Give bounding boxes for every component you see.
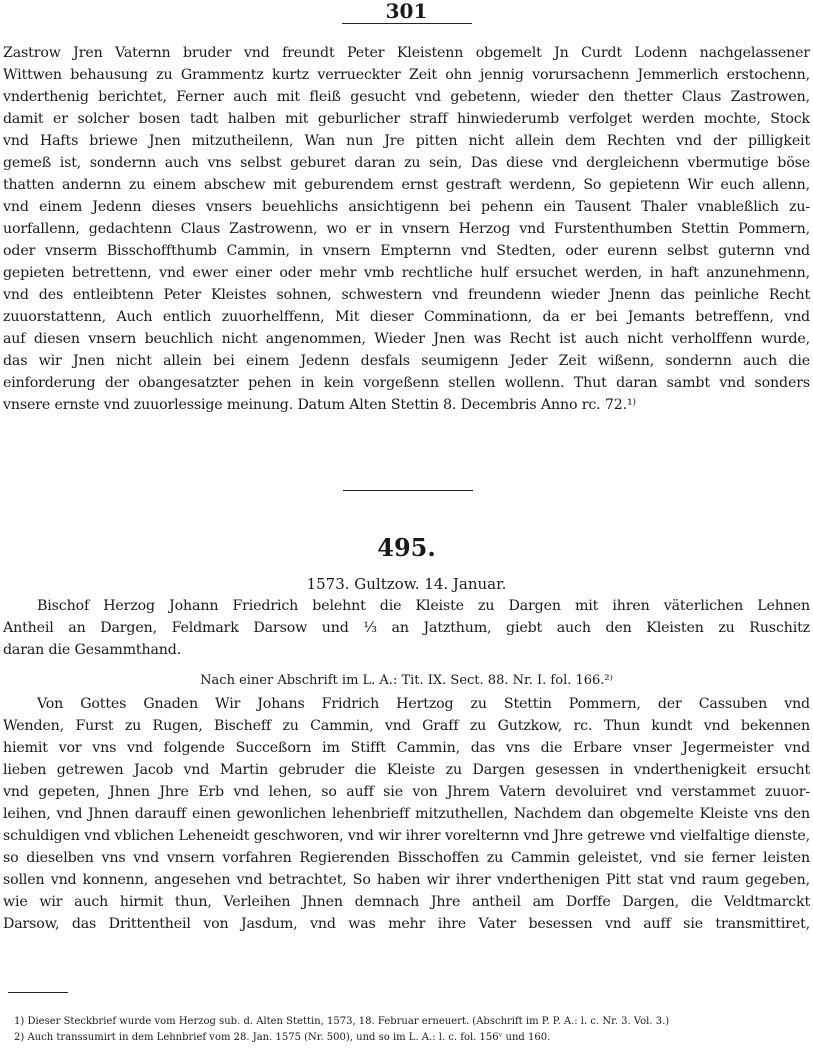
footnote: 1) Dieser Steckbrief wurde vom Herzog sub. d. Alten Stettin, 1573, 18. Februar erneuert. (Abschrift im P. P. A.: l. c. Nr. 3. Vol. 3.) <box>14 1016 670 1027</box>
document-number: 495. <box>377 533 436 562</box>
text-line: leihen, vnd Jhnen darauff einen gewonlichen lehenbrieff mitzuthellen, Nachdem dan obgemelte Kleiste vns den <box>3 806 810 822</box>
text-line: oder vnserm Bisschoffthumb Cammin, in vnsern Empternn vnd Stedten, oder eurenn selbst guternn vnd <box>3 243 810 259</box>
text-line: uorfallenn, gedachtenn Claus Zastrowenn, wo er in vnsern Herzog vnd Furstenthumben Stettin Pommern, <box>3 221 810 237</box>
regest-line: Bischof Herzog Johann Friedrich belehnt die Kleiste zu Dargen mit ihren väterlichen Lehnen <box>37 598 810 614</box>
text-line: thatten andernn zu einem abschew mit geburendem ernst gestraft werdenn, So gepietenn Wir euch allenn, <box>3 177 810 193</box>
section-divider <box>343 490 473 491</box>
source-note: Nach einer Abschrift im L. A.: Tit. IX. Sect. 88. Nr. I. fol. 166.²⁾ <box>200 673 613 688</box>
document-date-line: 1573. Gultzow. 14. Januar. <box>306 575 507 593</box>
footnote-rule <box>8 992 68 993</box>
previous-document-text <box>3 42 810 416</box>
text-line: Von Gottes Gnaden Wir Johans Fridrich Hertzog zu Stettin Pommern, der Cassuben vnd <box>37 696 810 712</box>
text-line: Zastrow Jren Vaternn bruder vnd freundt Peter Kleistenn obgemelt Jn Curdt Lodenn nachgelassener <box>3 45 810 61</box>
header-rule <box>342 23 472 24</box>
text-line: einforderung der obangesatzter pehen in kein vorgeßenn stellen wollenn. Thut daran sambt vnd sonders <box>3 375 810 391</box>
text-line: vnd des entleibtenn Peter Kleistes sohnen, schwestern vnd freundenn wieder Jnenn das peinliche Recht <box>3 287 810 303</box>
text-line: lieben getrewen Jacob vnd Martin gebruder die Kleiste zu Dargen gesessen in vnderthenigkeit ersucht <box>3 762 810 778</box>
regest <box>3 595 810 661</box>
text-line: Wittwen behausung zu Grammentz kurtz verrueckter Zeit ohn jennig vorursachenn Jemmerlich erstochenn, <box>3 67 810 83</box>
text-line: schuldigen vnd vblichen Leheneidt geschworen, vnd wir ihrer vorelternn vnd Jhre getrewe vnd vielfaltige dienste, <box>3 828 810 844</box>
text-line: damit er solcher bosen tadt halben mit geburlicher straff hinwiederumb verfolget werden mochte, Stock <box>3 111 810 127</box>
text-line: vnderthenig berichtet, Ferner auch mit fleiß gesucht vnd gebetenn, wieder den thetter Claus Zastrowen, <box>3 89 810 105</box>
text-line: gepieten betrettenn, vnd ewer einer oder mehr vmb rechtliche hulf ersuchet werden, in haft anzunehmenn, <box>3 265 810 281</box>
text-line: vnd einem Jedenn dieses vnsers beuehlichs ansichtigenn bei pehenn ein Tausent Thaler vnableßlich zu- <box>3 199 810 215</box>
text-line: wie wir auch hirmit thun, Verleihen Jhnen demnach Jhre antheil am Dorffe Dargen, die Veldtmarckt <box>3 894 810 910</box>
page-number: 301 <box>385 0 428 23</box>
footnotes <box>14 1014 810 1046</box>
text-line: vnd gepeten, Jhnen Jhre Erb vnd lehen, so auff sie von Jhrem Vatern devoluiret vnd verstammet zuuor- <box>3 784 810 800</box>
text-line: so dieselben vns vnd vnsern vorfahren Regierenden Bisschoffen zu Cammin geleistet, vnd sie ferner leisten <box>3 850 810 866</box>
text-line: Wenden, Furst zu Rugen, Bischeff zu Cammin, vnd Graff zu Gutzkow, rc. Thun kundt vnd bekennen <box>3 718 810 734</box>
regest-line: Antheil an Dargen, Feldmark Darsow und ⅓ an Jatzthum, giebt auch den Kleisten zu Ruschitz <box>3 620 810 636</box>
text-line: auf diesen vnsern beuchlich nicht angenommen, Wieder Jnen was Recht ist auch nicht verholffenn wurde, <box>3 331 810 347</box>
regest-line: daran die Gesammthand. <box>3 642 182 658</box>
text-line: hiemit vor vns vnd folgende Succeßorn im Stifft Cammin, das vns die Erbare vnser Jegermeister vnd <box>3 740 810 756</box>
footnote: 2) Auch transsumirt in dem Lehnbrief vom 28. Jan. 1575 (Nr. 500), und so im L. A.: l. c. fol. 156ᵛ und 160. <box>14 1032 551 1043</box>
text-line: vnsere ernste vnd zuuorlessige meinung. Datum Alten Stettin 8. Decembris Anno rc. 72.¹⁾ <box>3 397 636 413</box>
text-line: vnd Hafts briewe Jnen mitzutheilenn, Wan nun Jre pitten nicht allein dem Rechten vnd der pilligkeit <box>3 133 810 149</box>
text-line: zuuorstattenn, Auch entlich zuuorhelffenn, Mit dieser Comminationn, da er bei Jemants betreffenn, vnd <box>3 309 810 325</box>
text-line: Darsow, das Drittentheil von Jasdum, vnd was mehr ihre Vater besessen vnd auff sie transmittiret, <box>3 916 810 932</box>
document-text <box>3 693 810 935</box>
text-line: sollen vnd konnenn, angesehen vnd betrachtet, So haben wir ihrer vnderthenigen Pitt stat vnd raum gegeben, <box>3 872 810 888</box>
text-line: das wir Jnen nicht allein bei einem Jedenn desfals seumigenn Jeder Zeit wißenn, sondernn auch die <box>3 353 810 369</box>
text-line: gemeß ist, sondernn auch vns selbst geburet daran zu sein, Das diese vnd dergleichenn vbermutige böse <box>3 155 810 171</box>
